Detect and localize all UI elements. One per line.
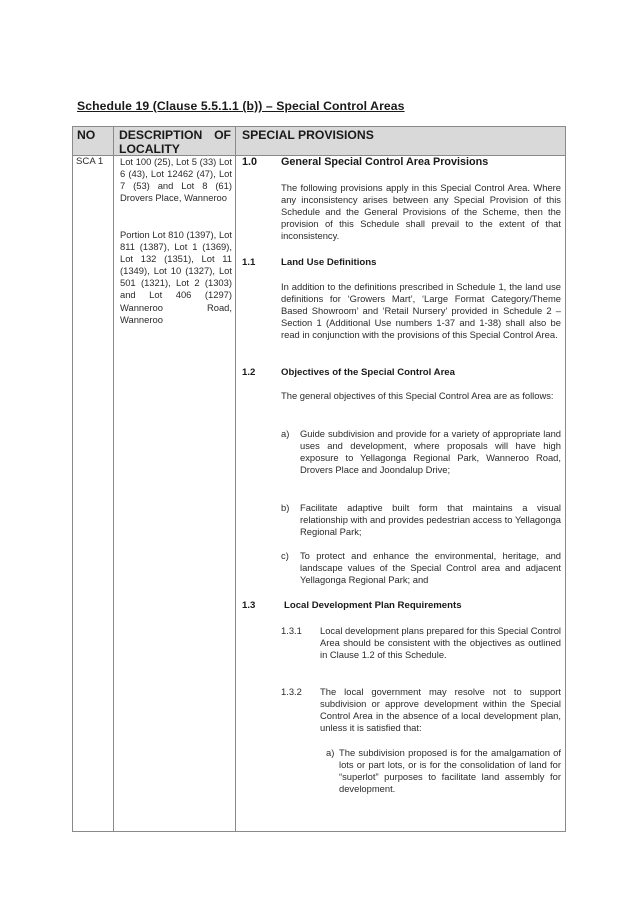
section-1-0-text: The following provisions apply in this Special Control Area. Where any inconsistency arises between any Special Provision of this Schedule and the General Provisions of the Scheme, then the provision of this Schedule shall prevail to the extent of that inconsistency. — [281, 182, 561, 242]
clause-1-3-2-a-marker: a) — [326, 747, 335, 758]
section-1-1-text: In addition to the definitions prescribed in Schedule 1, the land use definitions for ‘Growers Mart’, ‘Large Format Category/Theme Based Showroom’ and ‘Retail Nursery’ provided in Schedule 2 – Section 1 (Additional Use numbers 1-37 and 1-38) shall also be read in conjunction with the provisions of this Special Control Area. — [281, 281, 561, 341]
section-1-3-number: 1.3 — [242, 600, 256, 611]
table-border-left — [72, 126, 73, 832]
section-1-2-heading: Objectives of the Special Control Area — [281, 367, 455, 378]
special-control-areas-table — [72, 126, 566, 832]
schedule-title: Schedule 19 (Clause 5.5.1.1 (b)) – Special Control Areas — [77, 99, 405, 113]
header-special-provisions: SPECIAL PROVISIONS — [242, 128, 374, 142]
row-number: SCA 1 — [76, 156, 104, 167]
objective-c-marker: c) — [281, 550, 289, 561]
table-column-divider-1 — [113, 126, 114, 832]
header-no: NO — [77, 128, 96, 142]
table-border-top — [72, 126, 566, 127]
table-border-right — [565, 126, 566, 832]
section-1-3-heading: Local Development Plan Requirements — [284, 600, 462, 611]
objective-c-text: To protect and enhance the environmental, heritage, and landscape values of the Special Control area and adjacent Yellagonga Regional Park; and — [300, 550, 561, 586]
locality-wanneroo-road: Portion Lot 810 (1397), Lot 811 (1387), Lot 1 (1369), Lot 132 (1351), Lot 11 (1349), Lot 10 (1327), Lot 501 (1321), Lot 2 (1303) and Lot 406 (1297) Wanneroo Road, Wanneroo — [120, 229, 232, 325]
section-1-2-number: 1.2 — [242, 367, 256, 378]
section-1-1-heading: Land Use Definitions — [281, 257, 377, 268]
clause-1-3-1-text: Local development plans prepared for this Special Control Area should be consistent with the objectives as outlined in Clause 1.2 of this Schedule. — [320, 625, 561, 661]
table-column-divider-2 — [235, 126, 236, 832]
locality-drovers-place: Lot 100 (25), Lot 5 (33) Lot 6 (43), Lot 12462 (47), Lot 7 (53) and Lot 8 (61) Drovers Place, Wanneroo — [120, 156, 232, 204]
section-1-0-number: 1.0 — [242, 156, 258, 168]
section-1-1-number: 1.1 — [242, 257, 256, 268]
table-border-bottom — [72, 831, 566, 832]
header-description: DESCRIPTION OF LOCALITY — [119, 128, 231, 156]
objective-a-text: Guide subdivision and provide for a variety of appropriate land uses and development, where proposals will have high exposure to Yellagonga Regional Park, Wanneroo Road, Drovers Place and Joondalup Drive; — [300, 428, 561, 476]
clause-1-3-2-a-text: The subdivision proposed is for the amalgamation of lots or part lots, or is for the consolidation of land for “superlot” purposes to facilitate land assembly for development. — [339, 747, 561, 795]
clause-1-3-2-number: 1.3.2 — [281, 686, 302, 697]
section-1-0-heading: General Special Control Area Provisions — [281, 156, 489, 168]
section-1-2-intro: The general objectives of this Special Control Area are as follows: — [281, 390, 554, 401]
objective-b-text: Facilitate adaptive built form that maintains a visual relationship with and provides pedestrian access to Yellagonga Regional Park; — [300, 502, 561, 538]
clause-1-3-1-number: 1.3.1 — [281, 625, 302, 636]
clause-1-3-2-text: The local government may resolve not to support subdivision or approve development within the Special Control Area in the absence of a local development plan, unless it is satisfied that: — [320, 686, 561, 734]
objective-a-marker: a) — [281, 428, 290, 439]
objective-b-marker: b) — [281, 502, 290, 513]
